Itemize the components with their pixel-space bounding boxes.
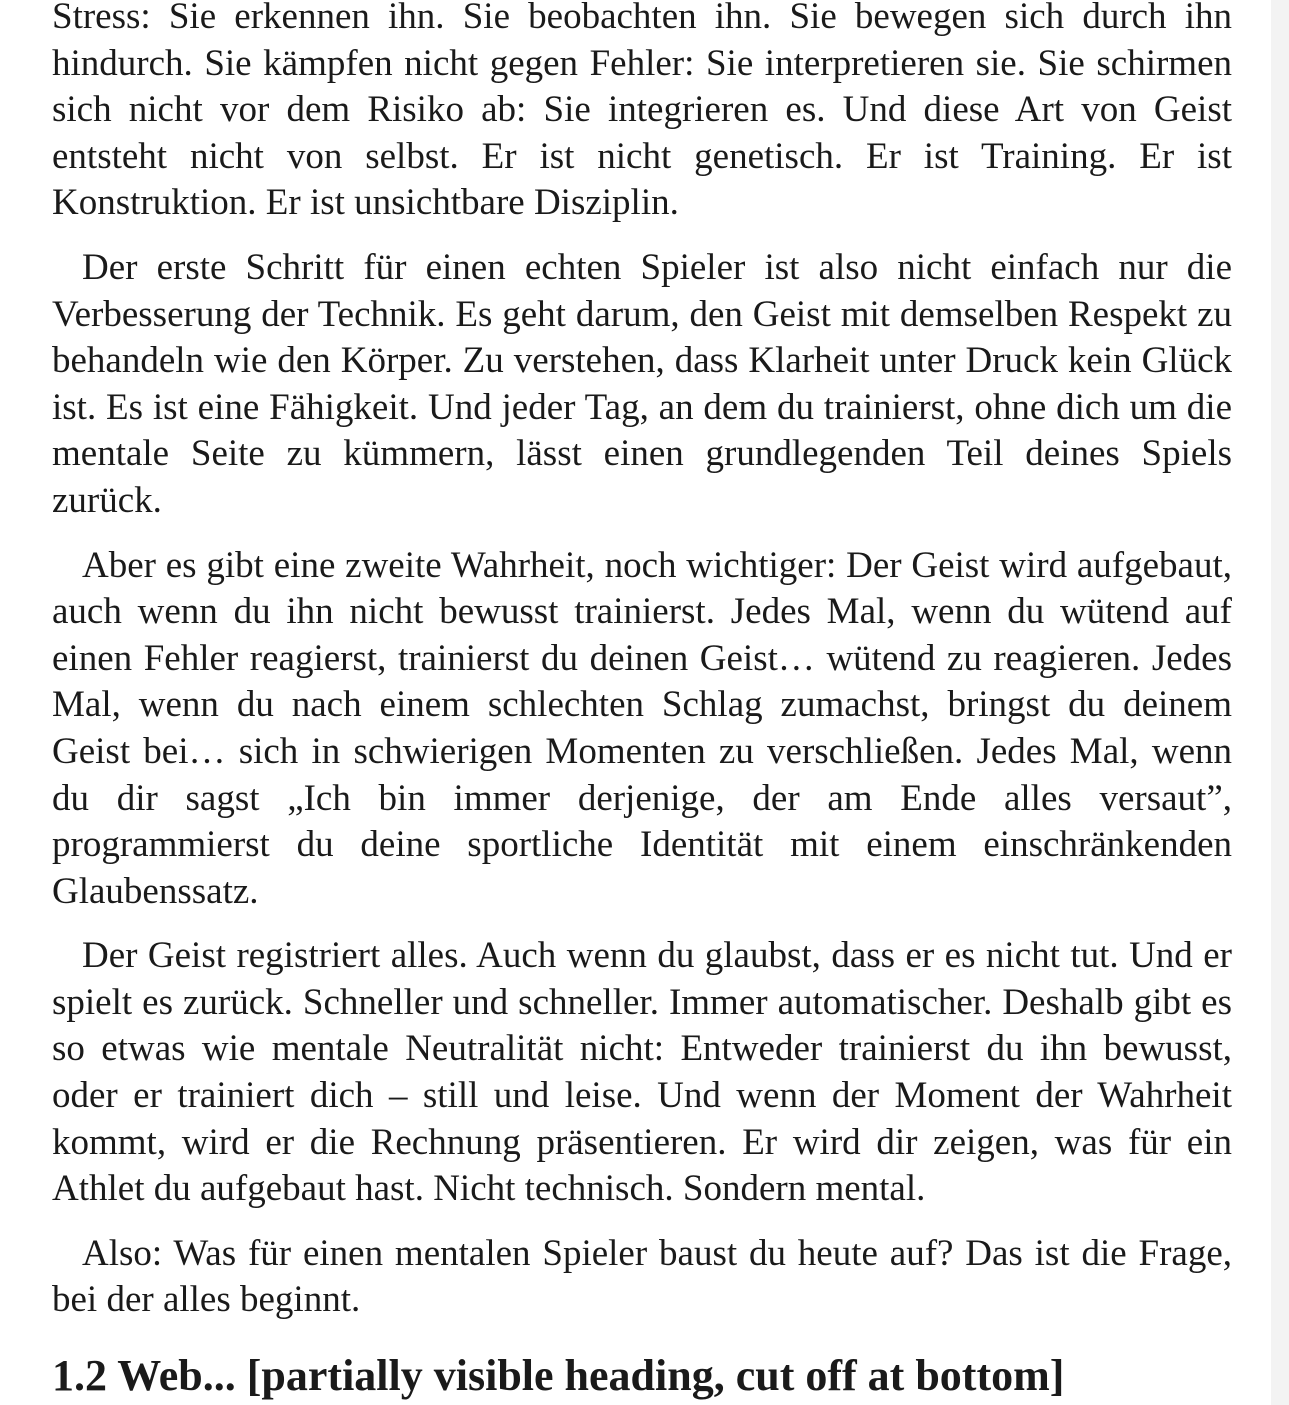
- section-heading-partial: 1.2 Web... [partially visible heading, cut off at bottom]: [52, 1351, 1065, 1401]
- paragraph-1: Stress: Sie erkennen ihn. Sie beobachten ihn. Sie bewegen sich durch ihn hindurch. Sie kämpfen nicht gegen Fehler: Sie interpretieren sie. Sie schirmen sich nicht vor dem Risiko ab: Sie integrieren es. Und diese Art von Geist entsteht nicht von selbst. Er ist nicht genetisch. Er ist Training. Er ist Konstruktion. Er ist unsichtbare Disziplin.: [52, 0, 1232, 224]
- paragraph-2: Der erste Schritt für einen echten Spieler ist also nicht einfach nur die Verbesserung der Technik. Es geht darum, den Geist mit demselben Respekt zu behandeln wie den Körper. Zu verstehen, dass Klarheit unter Druck kein Glück ist. Es ist eine Fähigkeit. Und jeder Tag, an dem du trainierst, ohne dich um die mentale Seite zu kümmern, lässt einen grundlegenden Teil deines Spiels zurück.: [52, 246, 1232, 521]
- paragraph-4: Der Geist registriert alles. Auch wenn du glaubst, dass er es nicht tut. Und er spielt es zurück. Schneller und schneller. Immer automatischer. Deshalb gibt es so etwas wie mentale Neutralität nicht: Entweder trainierst du ihn bewusst, oder er trainiert dich – still und leise. Und wenn der Moment der Wahrheit kommt, wird er die Rechnung präsentieren. Er wird dir zeigen, was für ein Athlet du aufgebaut hast. Nicht technisch. Sondern mental.: [52, 935, 1232, 1210]
- scrollbar[interactable]: [1271, 0, 1289, 1405]
- text-column: [52, 0, 1232, 1402]
- paragraph-3: Aber es gibt eine zweite Wahrheit, noch wichtiger: Der Geist wird aufgebaut, auch wenn du ihn nicht bewusst trainierst. Jedes Mal, wenn du wütend auf einen Fehler reagierst, trainierst du deinen Geist… wütend zu reagieren. Jedes Mal, wenn du nach einem schlechten Schlag zumachst, bringst du deinem Geist bei… sich in schwierigen Momenten zu verschließen. Jedes Mal, wenn du dir sagst „Ich bin immer derjenige, der am Ende alles versaut”, programmierst du deine sportliche Identität mit einem einschränkenden Glaubenssatz.: [52, 544, 1232, 912]
- paragraph-5: Also: Was für einen mentalen Spieler baust du heute auf? Das ist die Frage, bei der alles beginnt.: [52, 1232, 1232, 1321]
